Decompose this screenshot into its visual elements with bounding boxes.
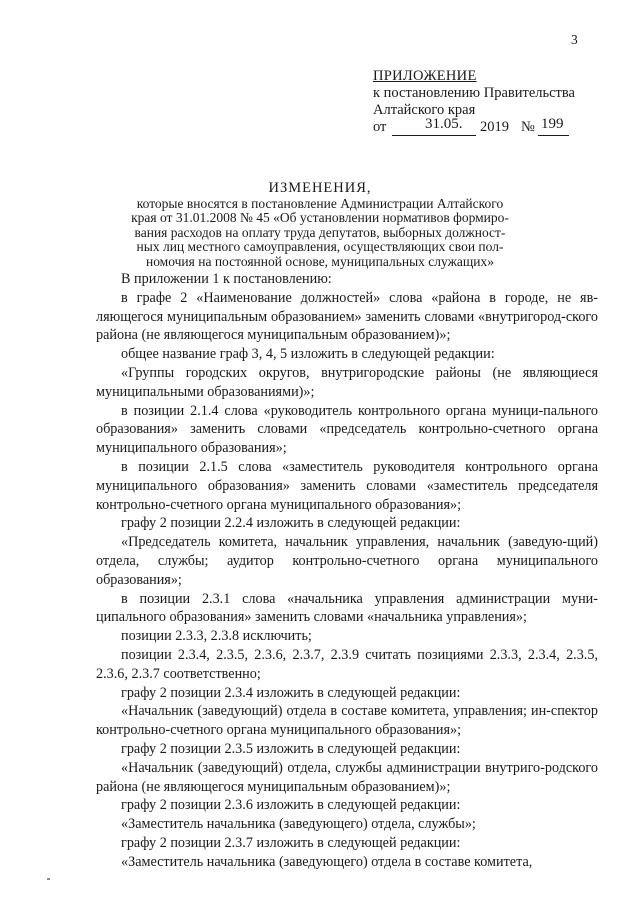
title-line: вания расходов на оплату труда депутатов, выборных должност- (134, 224, 506, 240)
page-number: 3 (571, 32, 578, 47)
title-line: края от 31.01.2008 № 45 «Об установлении нормативов формиро- (131, 210, 509, 225)
title-line: номочия на постоянной основе, муниципальных служащих» (145, 253, 495, 269)
paragraph: в позиции 2.3.1 слова «начальника управления администрации муни-ципального образования» заменить словами «начальника управления»; (96, 590, 598, 626)
paragraph: в графе 2 «Наименование должностей» слова «района в городе, не яв-ляющегося муниципальным образованием» заменить словами «внутригород-ского района (не являющегося муниципальным образованием)»; (96, 289, 598, 344)
title-line: которые вносятся в постановление Администрации Алтайского (136, 195, 504, 211)
document-title: ИЗМЕНЕНИЯ, (268, 180, 372, 196)
paragraph: графу 2 позиции 2.3.6 изложить в следующей редакции: (121, 797, 461, 814)
appendix-block (373, 68, 575, 136)
paragraph: «Председатель комитета, начальник управления, начальник (заведую-щий) отдела, службы; аудитор контрольно-счетного органа муниципального образования»; (96, 534, 598, 588)
appendix-date-row (373, 116, 575, 136)
document-body (96, 270, 598, 872)
title-line: ных лиц местного самоуправления, осуществляющих свои пол- (136, 239, 504, 254)
appendix-heading: ПРИЛОЖЕНИЕ (373, 68, 477, 84)
paragraph: в позиции 2.1.5 слова «заместитель руководителя контрольного органа муниципального образования» заменить словами «заместитель председателя контрольно-счетного органа муниципального образования»; (96, 458, 598, 513)
date-prefix: от (373, 119, 387, 135)
paragraph: в позиции 2.1.4 слова «руководитель контрольного органа муници-пального образования» заменить словами «председатель контрольно-счетного органа муниципального образования»; (96, 402, 598, 457)
title-block (110, 181, 530, 269)
number-sign: № (521, 119, 535, 135)
date-value: 31.05. (425, 116, 463, 132)
scan-speck (47, 878, 50, 880)
year-text: 2019 (480, 119, 509, 135)
paragraph: графу 2 позиции 2.3.4 изложить в следующей редакции: (121, 684, 461, 701)
paragraph: графу 2 позиции 2.3.7 изложить в следующей редакции: (121, 834, 461, 851)
paragraph: общее название граф 3, 4, 5 изложить в следующей редакции: (121, 346, 495, 363)
paragraph: «Начальник (заведующий) отдела, службы администрации внутриго-родского района (не являющегося муниципальным образованием)»; (96, 759, 598, 795)
appendix-line: к постановлению Правительства (373, 85, 575, 101)
paragraph: «Начальник (заведующий) отдела в составе комитета, управления; ин-спектор контрольно-счетного органа муниципального образования»; (96, 703, 598, 739)
paragraph: графу 2 позиции 2.2.4 изложить в следующей редакции: (121, 515, 461, 532)
paragraph: позиции 2.3.3, 2.3.8 исключить; (121, 628, 312, 645)
paragraph: позиции 2.3.4, 2.3.5, 2.3.6, 2.3.7, 2.3.9 считать позициями 2.3.3, 2.3.4, 2.3.5, 2.3.6, 2.3.7 соответственно; (96, 646, 598, 682)
paragraph: В приложении 1 к постановлению: (121, 271, 332, 287)
paragraph: «Заместитель начальника (заведующего) отдела, службы»; (121, 816, 476, 833)
appendix-line: Алтайского края (373, 102, 476, 118)
paragraph: «Заместитель начальника (заведующего) отдела в составе комитета, (121, 853, 533, 870)
paragraph: «Группы городских округов, внутригородские районы (не являющиеся муниципальными образованиями)»; (96, 364, 598, 400)
document-number: 199 (541, 116, 564, 132)
paragraph: графу 2 позиции 2.3.5 изложить в следующей редакции: (121, 740, 461, 757)
